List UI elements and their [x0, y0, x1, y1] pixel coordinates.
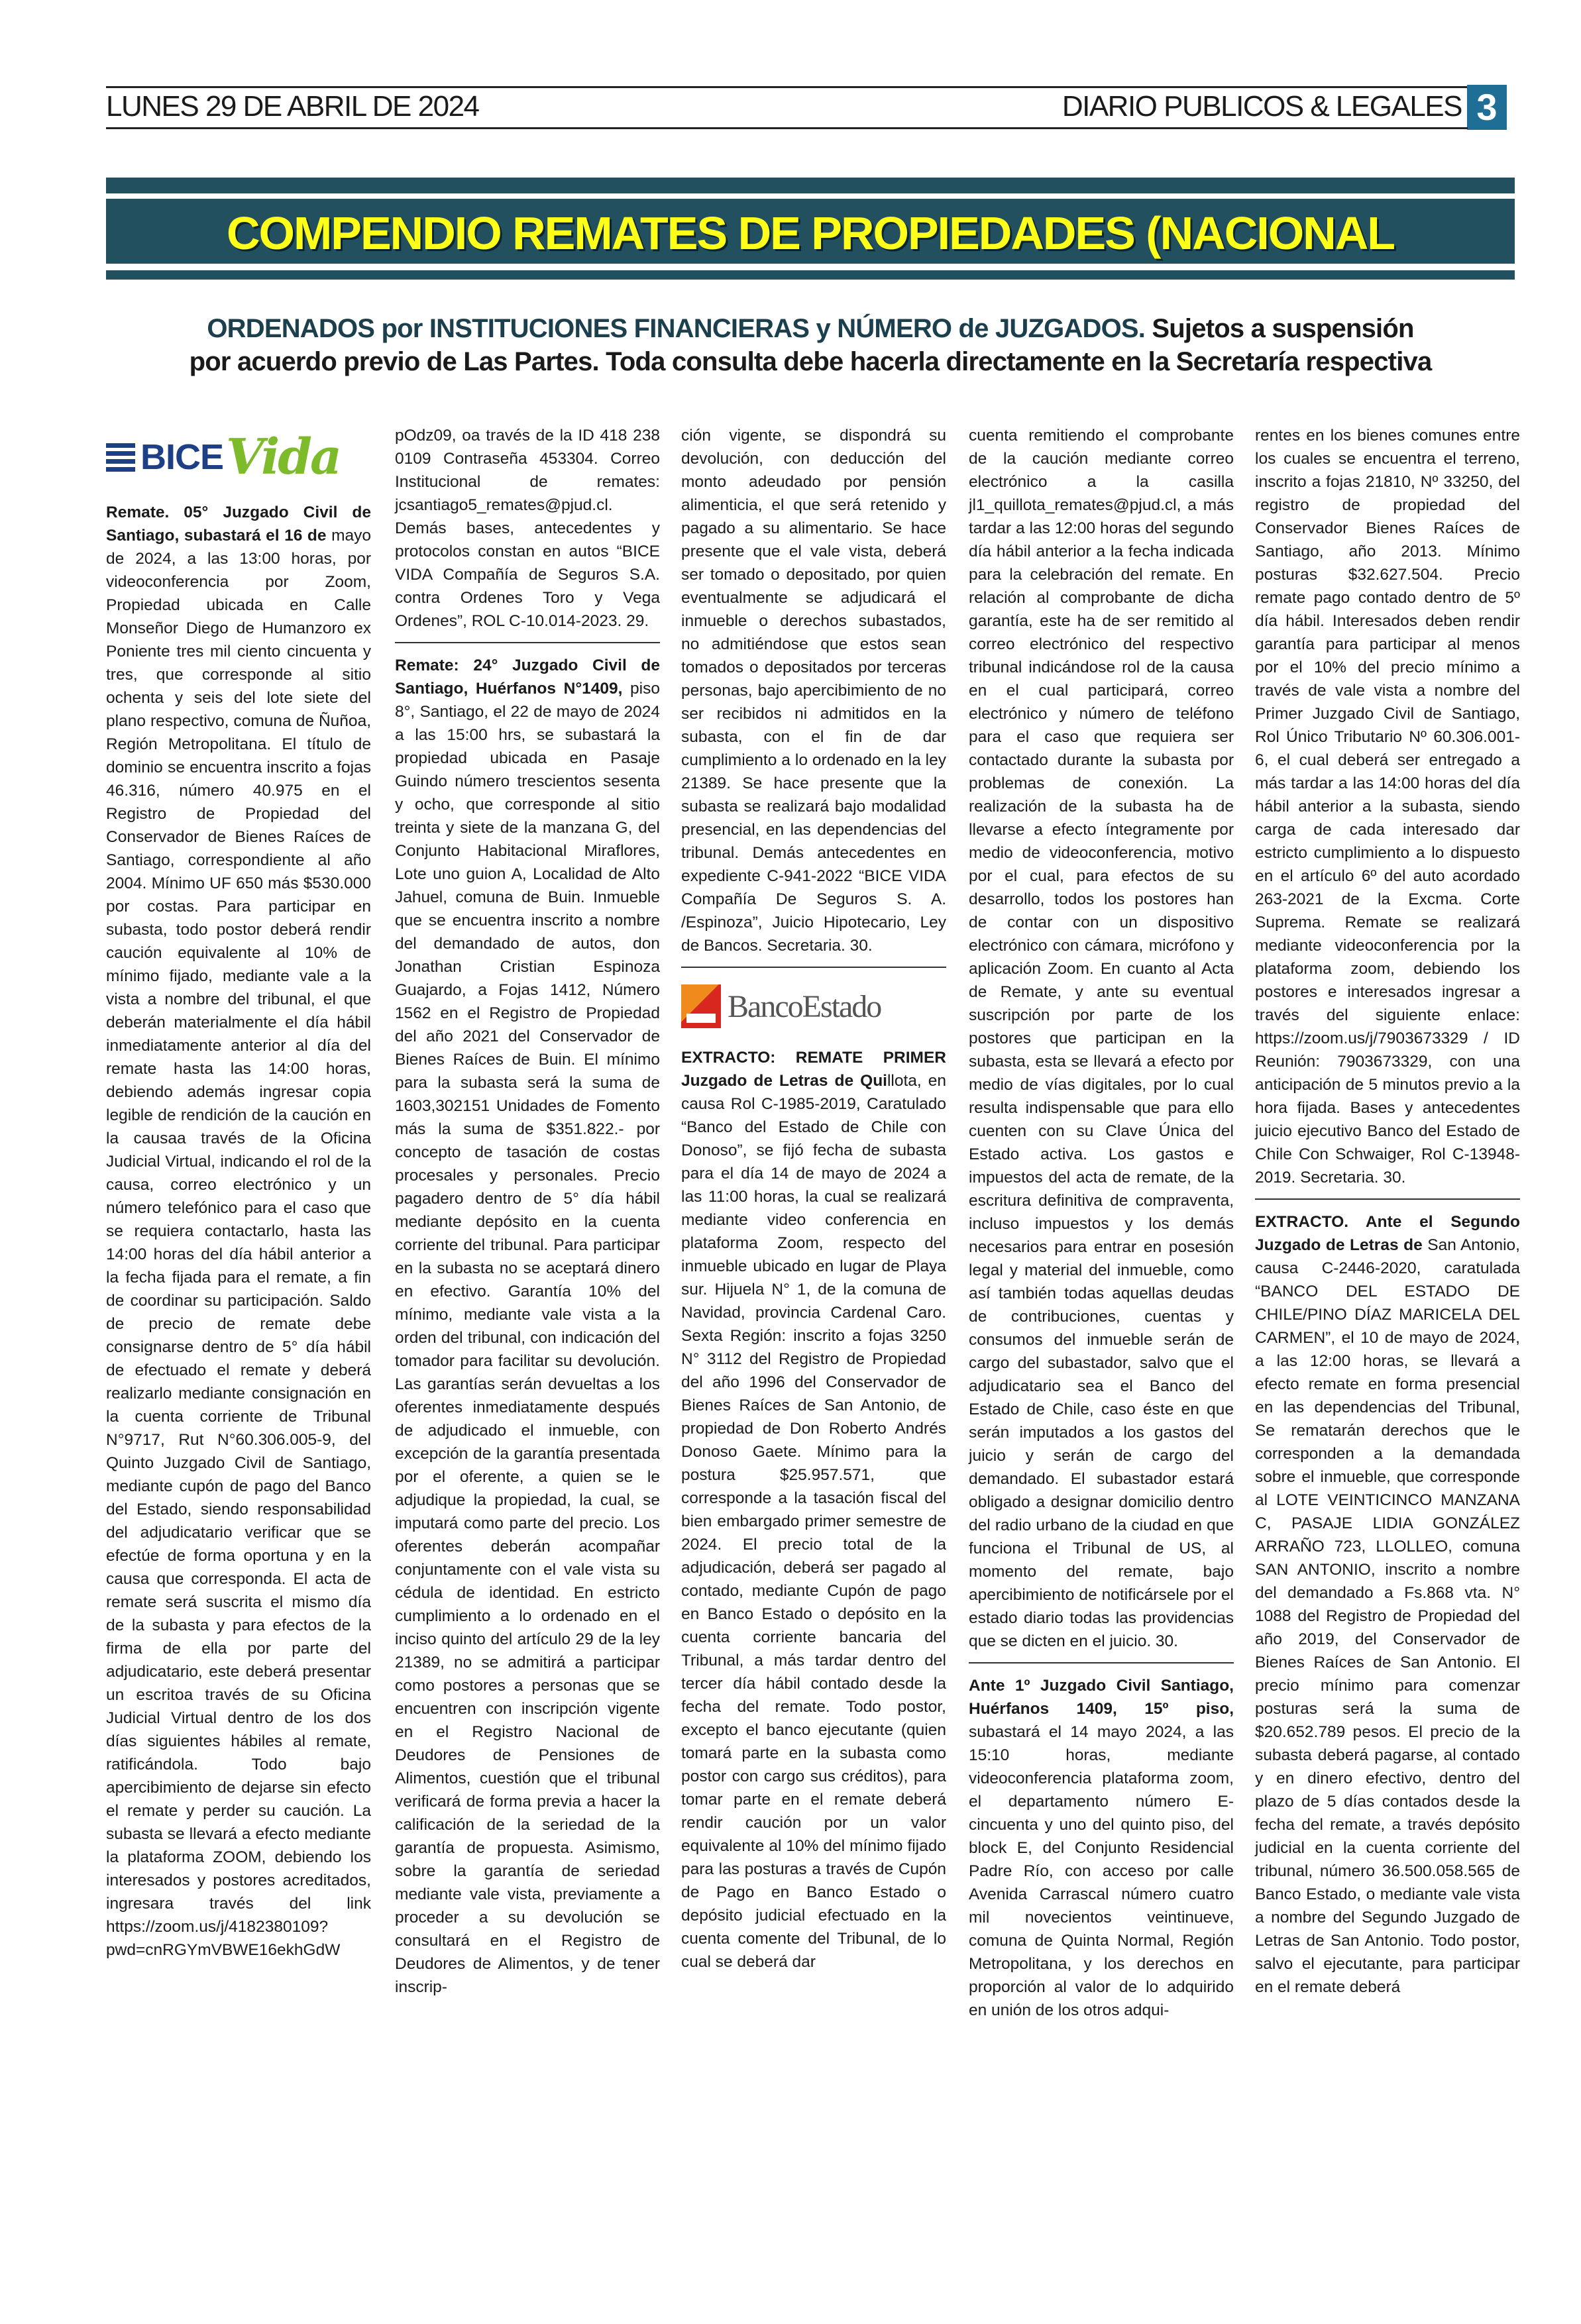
notice-lead: EXTRACTO: REMATE PRIMER Juzgado de Letras de Qui: [681, 1049, 946, 1090]
notice-lead: Remate: 24° Juzgado Civil de Santiago, Huérfanos N°1409,: [395, 657, 660, 698]
notice-divider: [681, 967, 946, 968]
bancoestado-logo: [681, 978, 946, 1034]
notice-body: piso 8°, Santiago, el 22 de mayo de 2024 a las 15:00 hrs, se subastará la propiedad ubicada en Pasaje Guindo número trescientos sesenta y ocho, que corresponde al sitio treinta y siete de la manzana G, del Conjunto Habitacional Miraflores, Lote uno guion A, Localidad de Alto Jahuel, comuna de Buin. Inmueble que se encuentra inscrito a nombre del demandado de autos, don Jonathan Cristian Espinoza Guajardo, a Fojas 1412, Número 1562 en el Registro de Propiedad del año 2021 del Conservador de Bienes Raíces de Buin. El mínimo para la subasta será la suma de 1603,302151 Unidades de Fomento más la suma de $351.822.- por concepto de tasación de costas procesales y personales. Precio pagadero dentro de 5° día hábil mediante depósito en la cuenta corriente del tribunal. Para participar en la subasta no se aceptará dinero en efectivo. Garantía 10% del mínimo, mediante vale vista a la orden del tribunal, con indicación del tomador para facilitar su devolución. Las garantías serán devueltas a los oferentes inmediatamente después de adjudicado el inmueble, con excepción de la garantía presentada por el oferente, a quien se le adjudique la propiedad, la cual, se imputará como parte del precio. Los oferentes deberán acompañar conjuntamente con el vale vista su cédula de identidad. En estricto cumplimiento a lo ordenado en el inciso quinto del artículo 29 de la ley 21389, no se admitirá a participar como postores a personas que se encuentren con inscripción vigente en el Registro Nacional de Deudores de Pensiones de Alimentos, cuestión que el tribunal verificará de forma previa a hacer la calificación de la seriedad de la garantía de propuesta. Asimismo, sobre la garantía de seriedad mediante vale vista, previamente a proceder a su devolución se consultará en el Registro de Deudores de Alimentos, y de tener inscrip-: [395, 680, 660, 1996]
page-number: 3: [1467, 85, 1507, 130]
bancoestado-icon: [681, 984, 721, 1028]
notice-lead: Remate. 05° Juzgado Civil de Santiago, subastará el 16 de: [106, 503, 371, 545]
notice-2-continued: ción vigente, se dispondrá su devolución, con deducción del monto adeudado por pensión alimenticia, el que será retenido y pagado a su alimentario. Se hace presente que el vale vista, deberá ser tomado o depositado, por quien eventualmente se adjudicará el inmueble o derechos subastados, no admitiéndose que estos sean tomados o depositados por terceras personas, bajo apercibimiento de no ser recibidos ni admitidos en la subasta, con el fin de dar cumplimiento a lo ordenado en la ley 21389. Se hace presente que la subasta se realizará bajo modalidad presencial, en las dependencias del tribunal. Demás antecedentes en expediente C-941-2022 “BICE VIDA Compañía De Seguros S. A. /Espinoza”, Juicio Hipotecario, Ley de Bancos. Secretaria. 30.: [681, 427, 946, 955]
issue-date: LUNES 29 DE ABRIL DE 2024: [106, 90, 479, 123]
bancoestado-logo-text: BancoEstado: [728, 988, 881, 1024]
notice-4: [969, 1674, 1234, 2022]
newspaper-name: DIARIO PUBLICOS & LEGALES: [1062, 90, 1462, 123]
column-3: [681, 424, 946, 1974]
notice-1: [106, 501, 371, 1962]
subtitle-rest: Sujetos a suspensión: [1145, 314, 1414, 343]
column-5: [1255, 424, 1520, 1999]
subtitle-line-2: por acuerdo previo de Las Partes. Toda consulta debe hacerla directamente en la Secretaría respectiva: [189, 347, 1432, 376]
notice-body: mayo de 2024, a las 13:00 horas, por videoconferencia por Zoom, Propiedad ubicada en Calle Monseñor Diego de Humanzoro ex Poniente tres mil ciento cincuenta y tres, que corresponde al sitio ochenta y seis del lote siete del plano respectivo, comuna de Ñuñoa, Región Metropolitana. El título de dominio se encuentra inscrito a fojas 46.316, número 40.975 en el Registro de Propiedad del Conservador de Bienes Raíces de Santiago, correspondiente al año 2004. Mínimo UF 650 más $530.000 por costas. Para participar en subasta, todo postor deberá rendir caución equivalente al 10% de mínimo fijado, mediante vale a la vista a nombre del tribunal, el que deberán materialmente el día hábil inmediatamente anterior al día del remate hasta las 14:00 horas, debiendo además ingresar copia legible de rendición de la caución en la causaa través de la Oficina Judicial Virtual, indicando el rol de la causa, correo electrónico y un número telefónico para el caso que se requiera contactarlo, hasta las 14:00 horas del día hábil anterior a la fecha fijada para el remate, a fin de coordinar su participación. Saldo de precio de remate debe consignarse dentro de 5° día hábil de efectuado el remate y deberá realizarlo mediante consignación en la cuenta corriente de Tribunal N°9717, Rut N°60.306.005-9, del Quinto Juzgado Civil de Santiago, mediante cupón de pago del Banco del Estado, siendo responsabilidad del adjudicatario verificar que se efectúe de forma oportuna y en la causa que corresponda. El acta de remate será suscrita el mismo día de la subasta y para efectos de la firma de ella por parte del adjudicatario, este deberá presentar un escritoa través de su Oficina Judicial Virtual dentro de los dos días siguientes hábiles al remate, ratificándola. Todo bajo apercibimiento de dejarse sin efecto el remate y perder su caución. La subasta se llevará a efecto mediante la plataforma ZOOM, debiendo los interesados y postores acreditados, ingresara través del link https://zoom.us/j/4182380109?pwd=cnRGYmVBWE16ekhGdW: [106, 527, 371, 1959]
notice-body: San Antonio, causa C-2446-2020, caratulada “BANCO DEL ESTADO DE CHILE/PINO DÍAZ MARICELA DEL CARMEN”, el 10 de mayo de 2024, a las 12:00 horas, se llevará a efecto remate en forma presencial en las dependencias del Tribunal, Se rematarán derechos que le corresponden a la demandada sobre el inmueble, que corresponde al LOTE VEINTICINCO MANZANA C, PASAJE LIDIA GONZÁLEZ ARRAÑO 723, LLOLLEO, comuna SAN ANTONIO, inscrito a nombre del demandado a Fs.868 vta. N° 1088 del Registro de Propiedad del año 2019, del Conservador de Bienes Raíces de San Antonio. El precio mínimo para comenzar posturas será la suma de $20.652.789 pesos. El precio de la subasta deberá pagarse, al contado y en dinero efectivo, dentro del plazo de 5 días contados desde la fecha del remate, a través depósito judicial en la cuenta corriente del tribunal, número 36.500.058.565 de Banco Estado, o mediante vale vista a nombre del Segundo Juzgado de Letras de San Antonio. Todo postor, salvo el ejecutante, para participar en el remate deberá: [1255, 1236, 1520, 1996]
notice-5: [1255, 1210, 1520, 1999]
bice-vida-logo: [106, 424, 371, 490]
notice-1-continued: pOdz09, oa través de la ID 418 238 0109 Contraseña 453304. Correo Institucional de remates: jcsantiago5_remates@pjud.cl. Demás bases, antecedentes y protocolos constan en autos “BICE VIDA Compañía de Seguros S.A. contra Ordenes Toro y Vega Ordenes”, ROL C-10.014-2023. 29.: [395, 427, 660, 630]
column-1: [106, 424, 371, 1962]
notice-body: subastará el 14 mayo 2024, a las 15:10 horas, mediante videoconferencia plataforma zoom, el departamento número E- cincuenta y uno del quinto piso, del block E, del Conjunto Residencial Padre Río, con acceso por calle Avenida Carrascal número cuatro mil novecientos veintinueve, comuna de Quinta Normal, Región Metropolitana, y los derechos en proporción al valor de lo adquirido en unión de los otros adqui-: [969, 1723, 1234, 2019]
notice-2: [395, 654, 660, 1999]
column-4: [969, 424, 1234, 2022]
bice-stripes-icon: [106, 443, 135, 472]
notice-divider: [969, 1662, 1234, 1664]
column-2: [395, 424, 660, 1999]
notice-lead: EXTRACTO. Ante el Segundo Juzgado de Letras de: [1255, 1213, 1520, 1254]
subtitle-highlight: ORDENADOS por INSTITUCIONES FINANCIERAS y NÚMERO de JUZGADOS.: [207, 314, 1146, 343]
notice-3-continued: cuenta remitiendo el comprobante de la caución mediante correo electrónico a la casilla jl1_quillota_remates@pjud.cl, a más tardar a las 12:00 horas del segundo día hábil anterior a la fecha indicada para la celebración del remate. En relación al comprobante de dicha garantía, este ha de ser remitido al correo electrónico del respectivo tribunal indicándose rol de la causa en el cual participará, correo electrónico y número de teléfono para el caso que requiera ser contactado durante la subasta por problemas de conexión. La realización de la subasta ha de llevarse a efecto íntegramente por medio de videoconferencia, motivo por el cual, para efectos de su desarrollo, todos los postores han de contar con un dispositivo electrónico con cámara, micrófono y aplicación Zoom. En cuanto al Acta de Remate, y ante su eventual suscripción por parte de los postores que participan en la subasta, esta se llevará a efecto por medio de vías digitales, por lo cual resulta indispensable que para ello cuenten con su Clave Única del Estado activa. Los gastos e impuestos del acta de remate, de la escritura definitiva de compraventa, incluso impuestos y los demás necesarios para entrar en posesión legal y material del inmueble, como así también todas aquellas deudas de contribuciones, cuentas y consumos del inmueble serán de cargo del subastador, salvo que el adjudicatario sea el Banco del Estado de Chile, caso éste en que serán imputados a los gastos del juicio y serán de cargo del demandado. El subastador estará obligado a designar domicilio dentro del radio urbano de la ciudad en que funciona el Tribunal de US, al momento del remate, bajo apercibimiento de notificársele por el estado diario todas las providencias que se dicten en el juicio. 30.: [969, 427, 1234, 1650]
notice-divider: [395, 642, 660, 643]
bice-logo-text: BICE: [140, 437, 224, 477]
notice-body: llota, en causa Rol C-1985-2019, Caratulado “Banco del Estado de Chile con Donoso”, se fijó fecha de subasta para el día 14 de mayo de 2024 a las 11:00 horas, la cual se realizará mediante video conferencia en plataforma Zoom, respecto del inmueble ubicado en lugar de Playa sur. Hijuela N° 1, de la comuna de Navidad, provincia Cardenal Caro. Sexta Región: inscrito a fojas 3250 N° 3112 del Registro de Propiedad del año 1996 del Conservador de Bienes Raíces de San Antonio, de propiedad de Don Roberto Andrés Donoso Gaete. Mínimo para la postura $25.957.571, que corresponde a la tasación fiscal del bien embargado primer semestre de 2024. El precio total de la adjudicación, deberá ser pagado al contado, mediante Cupón de pago en Banco Estado o depósito en la cuenta corriente bancaria del Tribunal, a más tardar dentro del tercer día hábil contado desde la fecha del remate. Todo postor, excepto el banco ejecutante (quien tomará parte en la subasta como postor con cargo sus créditos), para tomar parte en el remate deberá rendir caución por un valor equivalente al 10% del mínimo fijado para las posturas a través de Cupón de Pago en Banco Estado o depósito judicial efectuado en la cuenta comente del Tribunal, de lo cual se deberá dar: [681, 1072, 947, 1971]
subtitle-line-1: [106, 314, 1515, 344]
header-top-rule: [106, 86, 1468, 88]
banner-stripe-bottom: [106, 270, 1515, 280]
notice-divider: [1255, 1198, 1520, 1200]
banner-stripe-top: [106, 178, 1515, 193]
notice-4-continued: rentes en los bienes comunes entre los cuales se encuentra el terreno, inscrito a fojas 21810, Nº 33250, del registro de propiedad del Conservador Bienes Raíces de Santiago, año 2013. Mínimo posturas $32.627.504. Precio remate pago contado dentro de 5º día hábil. Interesados deben rendir garantía para participar al menos por el 10% del precio mínimo a través de vale vista a nombre del Primer Juzgado Civil de Santiago, Rol Único Tributario Nº 60.306.001-6, el cual deberá ser entregado a más tardar a las 14:00 horas del día hábil anterior a la subasta, siendo carga de cada interesado dar estricto cumplimiento a lo dispuesto en el artículo 6º del auto acordado 263-2021 de la Excma. Corte Suprema. Remate se realizará mediante videoconferencia por la plataforma zoom, debiendo los postores e interesados ingresar a través del siguiente enlace: https://zoom.us/j/7903673329 / ID Reunión: 7903673329, con una anticipación de 5 minutos previo a la hora fijada. Bases y antecedentes juicio ejecutivo Banco del Estado de Chile Con Schwaiger, Rol C-13948-2019. Secretaria. 30.: [1255, 427, 1520, 1187]
section-title: COMPENDIO REMATES DE PROPIEDADES (NACIONAL: [226, 207, 1395, 259]
header-bottom-rule: [106, 127, 1468, 129]
notice-3: [681, 1046, 946, 1974]
notice-lead: Ante 1º Juzgado Civil Santiago, Huérfanos 1409, 15º piso,: [969, 1677, 1234, 1718]
vida-logo-text: Vida: [226, 428, 340, 486]
